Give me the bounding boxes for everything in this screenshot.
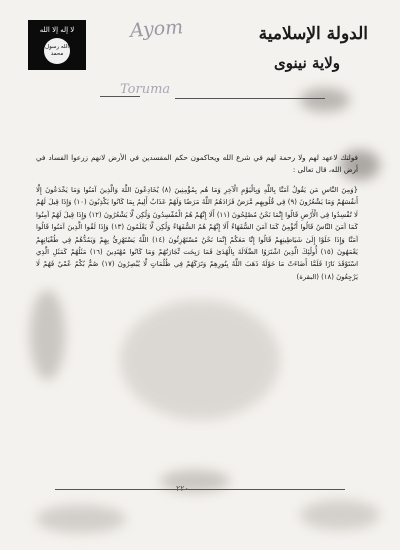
ink-smudge [300,88,350,112]
flag-seal: الله رسول محمد [44,38,70,64]
intro-paragraph: فولتك لاعهد لهم ولا رحمة لهم في شرع الله ويحاكمون حكم المفسدين في الأرض لانهم زرعوا الفساد في أرض الله، قال تعالى : [36,153,358,174]
document-body [36,152,358,283]
ink-smudge [120,300,280,420]
handwritten-annotation-top: Ayom [129,16,184,42]
flag-shahada-text: لا إله إلا الله [39,26,75,34]
footer-mark: ٢٢٠ [176,484,189,493]
letterhead-subtitle: ولاية نينوى [274,54,340,72]
header-divider-right [175,98,325,99]
ink-smudge [30,290,65,380]
ink-smudge [36,505,126,533]
letterhead-title: الدولة الإسلامية [258,24,368,44]
black-flag-logo [28,20,86,70]
footer-divider [55,489,345,490]
handwritten-name: Toruma [120,82,171,97]
quran-verses-paragraph: {وَمِنَ النَّاسِ مَن يَقُولُ آمَنَّا بِاللَّهِ وَبِالْيَوْمِ الْآخِرِ وَمَا هُم بِمُؤْمِنِينَ (٨) يُخَادِعُونَ اللَّهَ وَالَّذِينَ آمَنُوا وَمَا يَخْدَعُونَ إِلَّا أَنفُسَهُمْ وَمَا يَشْعُرُونَ (٩) فِي قُلُوبِهِم مَّرَضٌ فَزَادَهُمُ اللَّهُ مَرَضًا وَلَهُمْ عَذَابٌ أَلِيمٌ بِمَا كَانُوا يَكْذِبُونَ (١٠) وَإِذَا قِيلَ لَهُمْ لَا تُفْسِدُوا فِي الْأَرْضِ قَالُوا إِنَّمَا نَحْنُ مُصْلِحُونَ (١١) أَلَا إِنَّهُمْ هُمُ الْمُفْسِدُونَ وَلَٰكِن لَّا يَشْعُرُونَ (١٢) وَإِذَا قِيلَ لَهُمْ آمِنُوا كَمَا آمَنَ النَّاسُ قَالُوا أَنُؤْمِنُ كَمَا آمَنَ السُّفَهَاءُ أَلَا إِنَّهُمْ هُمُ السُّفَهَاءُ وَلَٰكِن لَّا يَعْلَمُونَ (١٣) وَإِذَا لَقُوا الَّذِينَ آمَنُوا قَالُوا آمَنَّا وَإِذَا خَلَوْا إِلَىٰ شَيَاطِينِهِمْ قَالُوا إِنَّا مَعَكُمْ إِنَّمَا نَحْنُ مُسْتَهْزِئُونَ (١٤) اللَّهُ يَسْتَهْزِئُ بِهِمْ وَيَمُدُّهُمْ فِي طُغْيَانِهِمْ يَعْمَهُونَ (١٥) أُولَٰئِكَ الَّذِينَ اشْتَرَوُا الضَّلَالَةَ بِالْهُدَىٰ فَمَا رَبِحَت تِّجَارَتُهُمْ وَمَا كَانُوا مُهْتَدِينَ (١٦) مَثَلُهُمْ كَمَثَلِ الَّذِي اسْتَوْقَدَ نَارًا فَلَمَّا أَضَاءَتْ مَا حَوْلَهُ ذَهَبَ اللَّهُ بِنُورِهِمْ وَتَرَكَهُمْ فِي ظُلُمَاتٍ لَّا يُبْصِرُونَ (١٧) صُمٌّ بُكْمٌ عُمْيٌ فَهُمْ لَا يَرْجِعُونَ (١٨) (البقرة) [36,186,359,281]
ink-smudge [300,500,380,530]
header-divider-left [100,96,140,97]
